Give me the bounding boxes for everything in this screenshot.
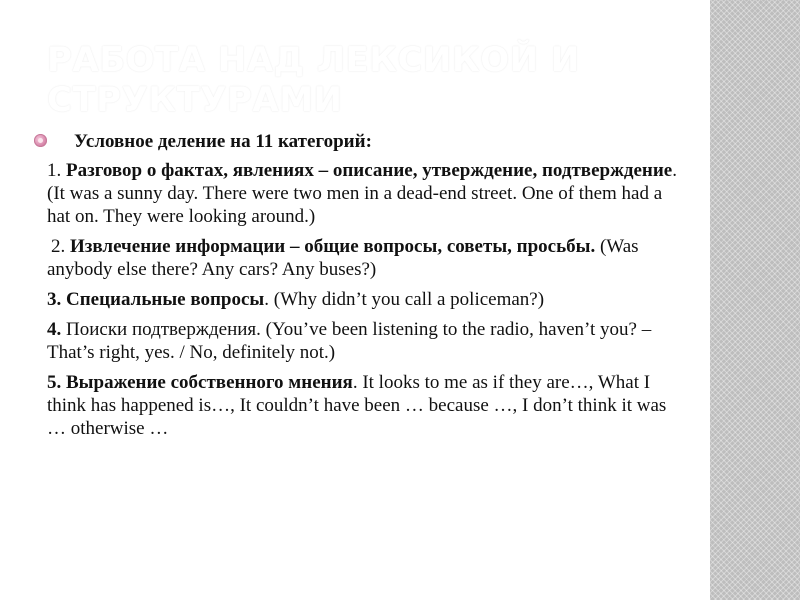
slide-title: РАБОТА НАД ЛЕКСИКОЙ И СТРУКТУРАМИ [47,40,580,120]
bullet-text: Условное деление на 11 категорий: [74,131,372,152]
category-text: . It looks to me as if they are…, What I think has happened is…, It couldn’t have been … because …, I don’t think it was … otherwise … [47,372,667,439]
category-item-2 [30,235,680,281]
category-number: 3. [47,289,66,310]
category-item-5 [30,371,680,440]
category-heading: Разговор о фактах, явлениях – описание, утверждение, подтверждение [66,160,673,181]
category-number: 5. [47,372,66,393]
category-text: . (It was a sunny day. There were two men in a dead-end street. One of them had a hat on. They were looking around.) [47,160,677,227]
category-item-1 [30,159,680,228]
category-text: . (Why didn’t you call a policeman?) [264,289,545,310]
category-text: Поиски подтверждения. (You’ve been listening to the radio, haven’t you? – That’s right, yes. / No, definitely not.) [47,319,652,363]
category-heading: Выражение собственного мнения [66,372,353,393]
slide-content [30,130,680,447]
category-heading: Специальные вопросы [66,289,265,310]
bullet-point [30,130,680,153]
decorative-side-stripe [710,0,800,600]
category-number: 1. [47,160,66,181]
category-text: (Was anybody else there? Any cars? Any buses?) [47,236,639,280]
category-heading: Извлечение информации – общие вопросы, советы, просьбы. [70,236,596,257]
category-item-3 [30,288,680,311]
category-number: 4. [47,319,66,340]
category-item-4 [30,318,680,364]
category-number: 2. [51,236,70,257]
round-pink-bullet-icon [34,134,47,147]
